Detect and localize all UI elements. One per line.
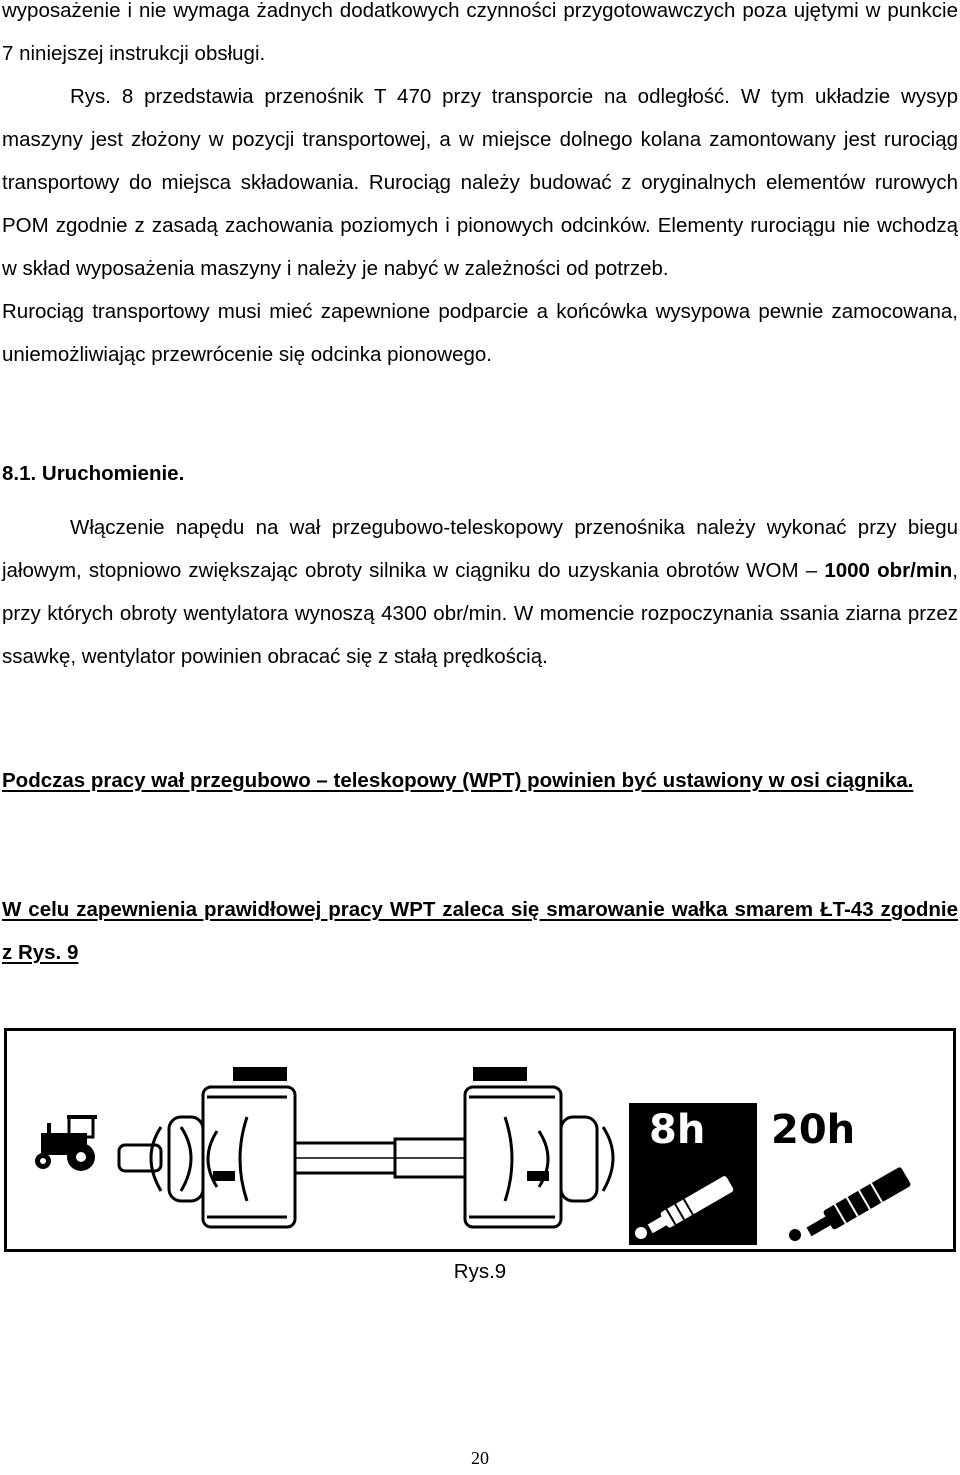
lubrication-panel xyxy=(629,1103,953,1245)
paragraph-1: wyposażenie i nie wymaga żadnych dodatkowych czynności przygotowawczych poza ujętymi w punkcie 7 niniejszej instrukcji obsługi. xyxy=(2,0,958,65)
note-block-2 xyxy=(2,888,958,974)
note-1 xyxy=(2,759,958,802)
paragraph-4 xyxy=(2,506,958,678)
tractor-icon xyxy=(35,1115,97,1171)
note-block-1 xyxy=(2,759,958,802)
note-1-text: Podczas pracy wał przegubowo – teleskopowy (WPT) powinien być ustawiony w osi ciągnika. xyxy=(2,769,914,792)
lube-cell-2 xyxy=(761,1103,953,1245)
figure-9-box xyxy=(4,1028,956,1252)
body-text-top xyxy=(2,0,958,376)
note-2-text: W celu zapewnienia prawidłowej pracy WPT zaleca się smarowanie wałka smarem ŁT-43 zgodnie z Rys. 9 xyxy=(2,898,958,964)
section-heading: 8.1. Uruchomienie. xyxy=(2,462,185,485)
wom-speed-value: 1000 obr/min xyxy=(824,559,953,582)
figure-caption: Rys.9 xyxy=(453,1260,507,1283)
paragraph-4-text-b: , przy których obroty wentylatora wynoszą 4300 obr/min. W momencie rozpoczynania ssania ziarna przez ssawkę, wentylator powinien obracać się z stałą prędkością. xyxy=(2,559,958,668)
lube-interval-1: 8h xyxy=(649,1107,706,1153)
note-2 xyxy=(2,888,958,974)
shaft-shading xyxy=(213,1067,549,1181)
lube-cell-1 xyxy=(629,1103,757,1245)
paragraph-2: Rys. 8 przedstawia przenośnik T 470 przy transporcie na odległość. W tym układzie wysyp maszyny jest złożony w pozycji transportowej, a w miejsce dolnego kolana zamontowany jest rurociąg transportowy do miejsca składowania. Rurociąg należy budować z oryginalnych elementów rurowych POM zgodnie z zasadą zachowania poziomych i pionowych odcinków. Elementy rurociągu nie wchodzą w skład wyposażenia maszyny i należy je nabyć w zależności od potrzeb. xyxy=(2,85,958,280)
paragraph-3: Rurociąg transportowy musi mieć zapewnione podparcie a końcówka wysypowa pewnie zamocowana, uniemożliwiając przewrócenie się odcinka pionowego. xyxy=(2,300,958,366)
pto-shaft-icon xyxy=(119,1087,613,1227)
page-number: 20 xyxy=(471,1448,489,1468)
paragraph-4-text-a: Włączenie napędu na wał przegubowo-teleskopowy przenośnika należy wykonać przy biegu jałowym, stopniowo zwiększając obroty silnika w ciągniku do uzyskania obrotów WOM – xyxy=(2,516,958,582)
body-text-section xyxy=(2,506,958,678)
lube-interval-2: 20h xyxy=(771,1107,856,1153)
